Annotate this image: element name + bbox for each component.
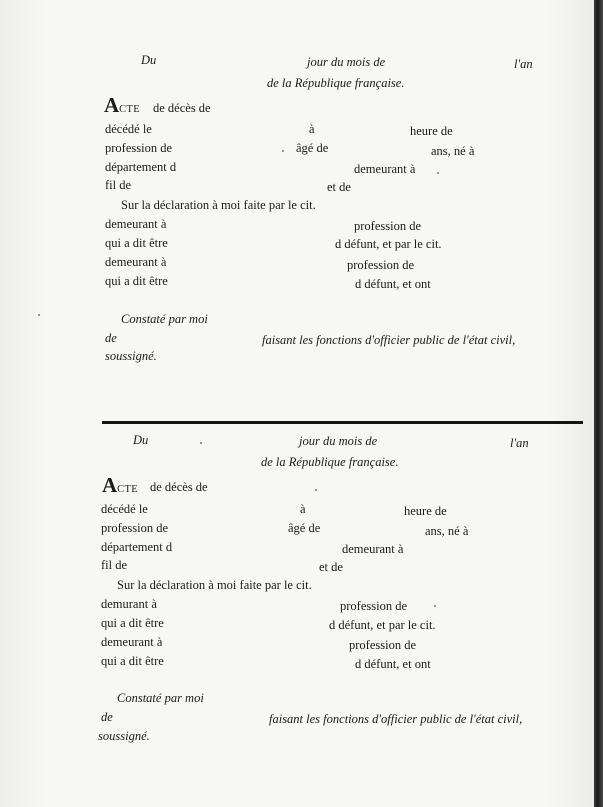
profession-de-2-label: profession de xyxy=(340,599,407,613)
lan-label: l'an xyxy=(510,436,529,450)
demeurant-a-3-label: demeurant à xyxy=(105,255,167,269)
jour-du-mois-label: jour du mois de xyxy=(307,55,386,69)
et-de-label: et de xyxy=(327,180,351,194)
soussigne-label: soussigné. xyxy=(105,349,157,363)
fil-de-label: fil de xyxy=(105,178,132,192)
acte-heading: ACTE xyxy=(104,93,140,117)
qui-a-dit-etre-2-label: qui a dit être xyxy=(101,654,164,668)
demeurant-a-label: demeurant à xyxy=(342,542,404,556)
heure-de-label: heure de xyxy=(404,504,447,518)
profession-de-3-label: profession de xyxy=(349,638,416,652)
decede-le-label: décédé le xyxy=(101,502,148,516)
qui-a-dit-etre-2-label: qui a dit être xyxy=(105,274,168,288)
ans-ne-a-label: ans, né à xyxy=(431,144,475,158)
ink-speck xyxy=(200,442,202,444)
du-label: Du xyxy=(141,53,157,67)
ink-speck xyxy=(38,314,40,316)
jour-du-mois-label: jour du mois de xyxy=(299,434,378,448)
defunt-et-ont-label: d défunt, et ont xyxy=(355,277,431,291)
de-label: de xyxy=(101,710,113,724)
demeurant-a-label: demeurant à xyxy=(354,162,416,176)
du-label: Du xyxy=(133,433,149,447)
profession-de-label: profession de xyxy=(101,521,168,535)
departement-label: département d xyxy=(101,540,173,554)
profession-de-3-label: profession de xyxy=(347,258,414,272)
age-de-label: âgé de xyxy=(296,141,329,155)
ink-speck xyxy=(315,489,317,491)
demeurant-a-2-label: demurant à xyxy=(101,597,157,611)
demeurant-a-2-label: demeurant à xyxy=(105,217,167,231)
faisant-fonctions-label: faisant les fonctions d'officier public de l'état civil, xyxy=(262,333,516,347)
acte-heading: ACTE xyxy=(102,473,138,497)
sur-declaration-label: Sur la déclaration à moi faite par le cit. xyxy=(117,578,312,592)
de-label: de xyxy=(105,331,117,345)
page-edge-shadow xyxy=(594,0,603,807)
republique-label: de la République française. xyxy=(267,76,405,90)
soussigne-label: soussigné. xyxy=(98,729,150,743)
defunt-par-cit-label: d défunt, et par le cit. xyxy=(335,237,442,251)
ink-speck xyxy=(437,172,439,174)
sur-declaration-label: Sur la déclaration à moi faite par le cit. xyxy=(121,198,316,212)
et-de-label: et de xyxy=(319,560,343,574)
faisant-fonctions-label: faisant les fonctions d'officier public de l'état civil, xyxy=(269,712,523,726)
acte-de-deces-label: de décès de xyxy=(153,101,211,115)
decede-le-label: décédé le xyxy=(105,122,152,136)
acte-de-deces-label: de décès de xyxy=(150,480,208,494)
heure-de-label: heure de xyxy=(410,124,453,138)
profession-de-2-label: profession de xyxy=(354,219,421,233)
age-de-label: âgé de xyxy=(288,521,321,535)
qui-a-dit-etre-label: qui a dit être xyxy=(101,616,164,630)
demeurant-a-3-label: demeurant à xyxy=(101,635,163,649)
departement-label: département d xyxy=(105,160,177,174)
profession-de-label: profession de xyxy=(105,141,172,155)
republique-label: de la République française. xyxy=(261,455,399,469)
lan-label: l'an xyxy=(514,57,533,71)
constate-label: Constaté par moi xyxy=(121,312,208,326)
defunt-par-cit-label: d défunt, et par le cit. xyxy=(329,618,436,632)
ans-ne-a-label: ans, né à xyxy=(425,524,469,538)
constate-label: Constaté par moi xyxy=(117,691,204,705)
a-label: à xyxy=(300,502,306,516)
ink-speck xyxy=(434,605,436,607)
a-label: à xyxy=(309,122,315,136)
qui-a-dit-etre-label: qui a dit être xyxy=(105,236,168,250)
defunt-et-ont-label: d défunt, et ont xyxy=(355,657,431,671)
section-divider xyxy=(102,421,583,424)
ink-speck xyxy=(282,150,284,152)
fil-de-label: fil de xyxy=(101,558,128,572)
